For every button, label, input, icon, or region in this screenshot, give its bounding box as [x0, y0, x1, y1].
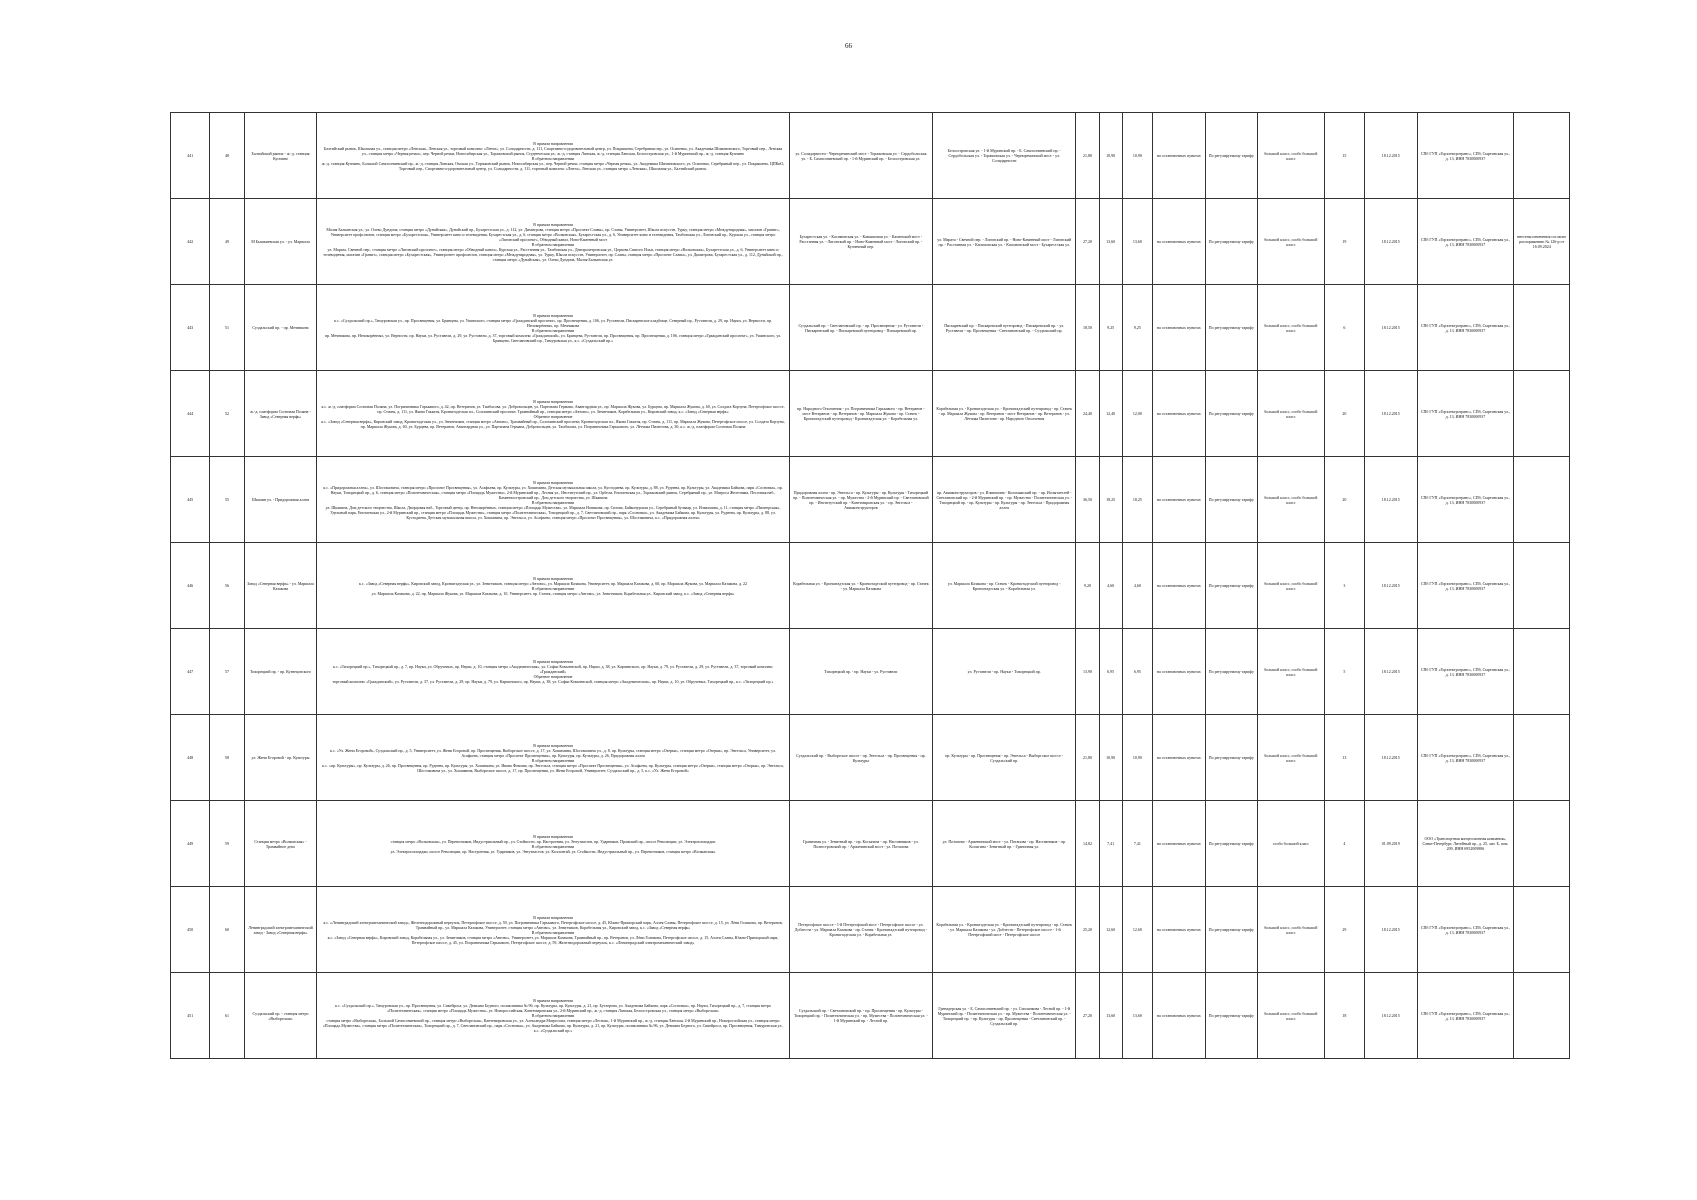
- route-path-backward: станция метро «Выборгская», Большой Сампсониевский пр., станция метро «Выборгская», Кантемировская ул., ул. Александра Матросова, станция метро «Лесная», 1-й Муринский пр., ж.-д. станция Ланская, 2-й Муринский пр., Новороссийская ул., станция метро «Площадь Мужества», станция метро «Политехническая», Тихорецкий пр., д. 7, Светлановский пр., парк «Сосновка», ул. Академика Байкова, пр. Культуры, д. 21, пр. Культуры, поликлиника № 96, ул. Демьяна Бедного, ул. Сикейроса, пр. Просвещения, Тимуровская ул., к.с. «Суздальский пр.»: [322, 1018, 784, 1033]
- length-backward-cell: 6,95: [1122, 629, 1152, 715]
- tariff-cell: По регулируемому тарифу: [1205, 629, 1257, 715]
- direction-label: В прямом направлении: [533, 914, 573, 920]
- route-number-cell: 58: [210, 715, 244, 801]
- streets-backward-cell: Пискаревский пр. - Пискаревский путепровод - Пискаревский пр. - ул. Руставели - пр. Просвещения - Светлановский пр. - Суздальский пр.: [933, 285, 1076, 371]
- registry-number-cell: 450: [171, 887, 210, 973]
- stop-type-cell: на остановочных пунктах: [1153, 371, 1205, 457]
- streets-backward-cell: Белоостровская ул. - 1-й Муринский пр. - Б. Сампсониевский пр. - Сердобольская ул. - Торжковская ул. - Черноречинский мост - ул. Солидарности: [933, 113, 1076, 199]
- streets-backward-cell: Гренадерская ул. - Б. Сампсониевский пр. - ул. Смолячкова - Лесной пр. - 1-й Муринский пр. - Политехническая ул. - пр. Мужества - Политехническая ул. - Тихорецкий пр. - пр. Культуры - пр. Просвещения - Светлановский пр. - Суздальский пр.: [933, 973, 1076, 1059]
- registry-number-cell: 448: [171, 715, 210, 801]
- direction-label: В обратном направлении: [531, 155, 575, 161]
- length-backward-cell: 13,60: [1122, 973, 1152, 1059]
- route-number-cell: 52: [210, 371, 244, 457]
- carrier-cell: СПб ГУП «Горэлектротранс», СПб, Сыртинская ул., д. 13, ИНН 7830000937: [1417, 629, 1514, 715]
- streets-forward-cell: Бухарестская ул. - Касимовская ул. - Камышовая ул. - Каменский мост - Расстанная ул. - Лиговский пр. - Ново-Каменный мост - Лиговский пр. - Кузнечный пер.: [789, 199, 932, 285]
- direction-label: В обратном направлении: [531, 241, 575, 247]
- note-cell: [1514, 801, 1570, 887]
- length-backward-cell: 4,60: [1122, 543, 1152, 629]
- note-cell: [1514, 973, 1570, 1059]
- route-path-forward: к.с. «Ул. Жени Егоровой», Суздальский пр., д. 5, Университет, ул. Жени Егоровой, пр. Просвещения, Выборгское шоссе, д. 17, ул. Хошимина, Шостаковича ул., д. 8, пр. Культуры, станция метро «Озерки», станция метро «Озерки», пр. Энгельса, Университет, ул. Асафьева, станция метро «Проспект Просвещения», пр. Культуры, пр. Культуры, д. 26, Придорожная аллея: [330, 747, 776, 758]
- route-number-cell: 59: [210, 801, 244, 887]
- carrier-cell: СПб ГУП «Горэлектротранс», СПб, Сыртинская ул., д. 13, ИНН 7830000937: [1417, 973, 1514, 1059]
- note-cell: [1514, 371, 1570, 457]
- direction-label: В прямом направлении: [533, 479, 573, 485]
- route-path-forward: к.с. «Суздальский пр.», Тимуровская ул., пр. Просвещения, ул. Сикейроса, ул. Демьяна Бедного, поликлиника № 96, пр. Культуры, пр. Культуры, д. 21, пр. Бутлерова, ул. Академика Байкова, парк «Сосновка», пр. Науки, Тихорецкий пр., д. 7, станция метро «Политехническая», станция метро «Площадь Мужества», ул. Новороссийская, Кантемировская ул., 2-й Муринский пр., ж.-д. станция Ланская, Белоостровская ул., станция метро «Выборгская»: [335, 1003, 771, 1013]
- length-total-cell: 13,90: [1076, 629, 1099, 715]
- vehicle-count-cell: 18: [1324, 973, 1364, 1059]
- table-row: [171, 887, 1570, 973]
- streets-backward-cell: пр. Культуры - пр. Просвещения - пр. Энгельса - Выборгское шоссе - Суздальский пр.: [933, 715, 1076, 801]
- start-date-cell: 18.12.2015: [1365, 371, 1417, 457]
- length-backward-cell: 10,90: [1122, 715, 1152, 801]
- streets-backward-cell: ул. Руставели - пр. Науки - Тихорецкий пр.: [933, 629, 1076, 715]
- start-date-cell: 18.12.2015: [1365, 457, 1417, 543]
- stop-type-cell: на остановочных пунктах: [1153, 285, 1205, 371]
- route-number-cell: 60: [210, 887, 244, 973]
- route-name-cell: ж.-д. платформа Сосновая Поляна - Завод «Северная верфь»: [244, 371, 317, 457]
- carrier-cell: СПб ГУП «Горэлектротранс», СПб, Сыртинская ул., д. 13, ИНН 7830000937: [1417, 199, 1514, 285]
- streets-forward-cell: Суздальский пр. - Светлановский пр. - пр. Просвещения - пр. Культуры - Тихорецкий пр. - Политехническая ул. - пр. Мужества - Политехническая ул. - 1-й Муринский пр. - Лесной пр.: [789, 973, 932, 1059]
- streets-forward-cell: Суздальский пр. - Выборгское шоссе - пр. Энгельса - пр. Просвещения - пр. Культуры: [789, 715, 932, 801]
- vehicle-count-cell: 29: [1324, 887, 1364, 973]
- carrier-cell: СПб ГУП «Горэлектротранс», СПб, Сыртинская ул., д. 13, ИНН 7830000937: [1417, 457, 1514, 543]
- route-number-cell: 61: [210, 973, 244, 1059]
- streets-forward-cell: Корабельная ул. - Кронштадтская ул. - Кронштадтский путепровод - пр. Стачек - ул. Маршала Казакова: [789, 543, 932, 629]
- vehicle-class-cell: особо большой класс: [1258, 801, 1325, 887]
- start-date-cell: 18.12.2015: [1365, 543, 1417, 629]
- length-forward-cell: 13,60: [1099, 973, 1122, 1059]
- stop-type-cell: на остановочных пунктах: [1153, 457, 1205, 543]
- length-backward-cell: 13,60: [1122, 199, 1152, 285]
- carrier-cell: СПб ГУП «Горэлектротранс», СПб, Сыртинская ул., д. 13, ИНН 7830000937: [1417, 371, 1514, 457]
- vehicle-class-cell: большой класс, особо большой класс: [1258, 973, 1325, 1059]
- tariff-cell: По регулируемому тарифу: [1205, 715, 1257, 801]
- direction-label: В прямом направлении: [533, 140, 573, 146]
- table-row: [171, 285, 1570, 371]
- stop-type-cell: на остановочных пунктах: [1153, 629, 1205, 715]
- start-date-cell: 18.12.2015: [1365, 113, 1417, 199]
- route-path-backward: ул. Маршала Казакова, д. 22, пр. Маршала Жукова, ул. Маршала Казакова, д. 10, Университет, пр. Стачек, станция метро «Автово», ул. Зенитчиков, Корабельная ул., Кировский завод, к.с. «Завод «Северная верфь»: [371, 590, 735, 596]
- tariff-cell: По регулируемому тарифу: [1205, 371, 1257, 457]
- route-name-cell: ул. Жени Егоровой - пр. Культуры: [244, 715, 317, 801]
- note-cell: [1514, 887, 1570, 973]
- length-total-cell: 9,20: [1076, 543, 1099, 629]
- length-forward-cell: 12,60: [1099, 887, 1122, 973]
- length-forward-cell: 18,25: [1099, 457, 1122, 543]
- table-row: [171, 457, 1570, 543]
- vehicle-class-cell: большой класс, особо большой класс: [1258, 887, 1325, 973]
- direction-label: В прямом направлении: [533, 221, 573, 227]
- route-path-cell: [317, 371, 789, 457]
- streets-forward-cell: Суздальский пр. - Светлановский пр. - пр. Просвещения - ул. Руставели - Пискаревский пр. - Пискаревский путепровод - Пискаревский пр.: [789, 285, 932, 371]
- route-path-cell: [317, 887, 789, 973]
- note-cell: [1514, 543, 1570, 629]
- route-path-cell: [317, 715, 789, 801]
- length-forward-cell: 10,90: [1099, 113, 1122, 199]
- route-path-backward: к.с. «пр. Культуры», пр. Культуры, д. 26, пр. Просвещения, пр. Руднева, пр. Культуры, ул. Хошимина, ул. Ивана Фомина, пр. Энгельса, станция метро «Проспект Просвещения», ул. Асафьева, пр. Культуры, станция метро «Озерки», станция метро «Озерки», пр. Энгельса, Шостаковича ул., ул. Хошимина, Выборгское шоссе, д. 17, пр. Просвещения, ул. Жени Егоровой, Университет, Суздальский пр., д. 5, к.с. «Ул. Жени Егоровой»: [322, 762, 784, 773]
- route-number-cell: 51: [210, 285, 244, 371]
- direction-label: В обратном направлении: [531, 585, 575, 591]
- stop-type-cell: на остановочных пунктах: [1153, 887, 1205, 973]
- tariff-cell: По регулируемому тарифу: [1205, 285, 1257, 371]
- route-path-backward: к.с. «Завод «Северная верфь», Кировский завод, Кронштадтская ул., ул. Зенитчиков, станция метро «Автово», Трамвайный пр., Соломинский проспект, Кронштадтская пл., Якова Гаккеля, пр. Стачек, д. 111, пр. Маршала Жукова, Петергофское шоссе, ул. Солдата Корзуна, пр. Маршала Жукова, д. 60, ул. Бурцева, пр. Ветеранов, Авангардная ул., ул. Партизана Германа, Добровольцев, ул. Тамбасова, ул. Пограничника Гарькавого, ул. Лётчика Пилютова, д. 30, к.с. ж.-д. платформа Сосновая Поляна: [321, 418, 785, 429]
- route-path-backward: торговый комплекс «Гражданский», ул. Руставели, д. 37, ул. Руставели, д. 29, пр. Науки, д. 79, ул. Карпинского, пр. Науки, д. 38, ул. Софьи Ковалевской, станция метро «Академическая», пр. Науки, д. 10, ул. Обручевых, Тихорецкий пр., к.с. «Тихорецкий пр.»: [332, 679, 774, 684]
- length-forward-cell: 12,40: [1099, 371, 1122, 457]
- start-date-cell: 18.12.2015: [1365, 629, 1417, 715]
- page-number: 66: [845, 42, 852, 50]
- length-total-cell: 21,80: [1076, 715, 1099, 801]
- length-backward-cell: 18,25: [1122, 457, 1152, 543]
- route-path-forward: к.с. «Суздальский пр.», Тимуровская ул., пр. Просвещения, ул. Брянцева, ул. Ушинского, станция метро «Гражданский проспект», пр. Просвещения, д. 106, ул. Руставели, Пискаревское кладбище, Северный пр., Руставели, д. 29, пр. Науки, ул. Верности, пр. Непокорённых, пр. Мечникова: [334, 317, 772, 328]
- start-date-cell: 18.12.2015: [1365, 199, 1417, 285]
- vehicle-count-cell: 4: [1324, 801, 1364, 887]
- vehicle-count-cell: 19: [1324, 199, 1364, 285]
- start-date-cell: 18.12.2015: [1365, 973, 1417, 1059]
- streets-forward-cell: Петергофское шоссе - 1-й Петергофский мост - Петергофское шоссе - ул. Доблести - ул. Маршала Казакова - пр. Стачек - Кронштадтский путепровод - Кронштадтская ул. - Корабельная ул.: [789, 887, 932, 973]
- direction-label: В обратном направлении: [531, 757, 575, 763]
- start-date-cell: 18.12.2015: [1365, 887, 1417, 973]
- registry-number-cell: 446: [171, 543, 210, 629]
- streets-forward-cell: ул. Солидарности - Черноречинский мост - Торжковская ул. - Сердобольская ул. - Б. Сампсониевский пр. - 1-й Муринский пр. - Белоостровская ул.: [789, 113, 932, 199]
- carrier-cell: СПб ГУП «Горэлектротранс», СПб, Сыртинская ул., д. 13, ИНН 7830000937: [1417, 113, 1514, 199]
- carrier-cell: СПб ГУП «Горэлектротранс», СПб, Сыртинская ул., д. 13, ИНН 7830000937: [1417, 285, 1514, 371]
- note-cell: [1514, 285, 1570, 371]
- registry-number-cell: 447: [171, 629, 210, 715]
- route-path-backward: ул. Марата, Свечной пер., станция метро «Лиговский проспект», станция метро «Обводный канал», Курская ул., Расстанная ул., Тамбовская ул., Днепропетровская ул., Церковь Святого Ильи, станция метро «Волковская», Бухарестская ул., д. 6, Университет кино и телевидения, магазин «Гранит», станция метро «Бухарестская», Университет профсоюзов, станция метро «Международная», ул. Турку, Школа искусств, Университет, пр. Славы, станция метро «Проспект Славы», ул. Димитрова, Бухарестская ул., д. 112, Дунайский пр., станция метро «Дунайская», ул. Олеко Дундича, Малая Балканская ул.: [323, 246, 783, 262]
- tariff-cell: По регулируемому тарифу: [1205, 801, 1257, 887]
- stop-type-cell: на остановочных пунктах: [1153, 973, 1205, 1059]
- route-name-cell: Ленинградский электромеханический завод - Завод «Северная верфь»: [244, 887, 317, 973]
- note-cell: внесены изменения согласно распоряжению № 126-р от 16.09.2024: [1514, 199, 1570, 285]
- length-total-cell: 27,20: [1076, 199, 1099, 285]
- vehicle-class-cell: большой класс, особо большой класс: [1258, 199, 1325, 285]
- note-cell: [1514, 457, 1570, 543]
- stop-type-cell: на остановочных пунктах: [1153, 801, 1205, 887]
- note-cell: [1514, 715, 1570, 801]
- vehicle-class-cell: большой класс, особо большой класс: [1258, 371, 1325, 457]
- stop-type-cell: на остановочных пунктах: [1153, 543, 1205, 629]
- vehicle-count-cell: 15: [1324, 113, 1364, 199]
- direction-label: Обратное направление: [533, 413, 573, 419]
- streets-forward-cell: Тихорецкий пр. - пр. Науки - ул. Руставели: [789, 629, 932, 715]
- route-path-forward: к.с. «Ленинградский электромеханический завод», Железнодорожный переулок, Петергофское шоссе, д. 59, ул. Пограничника Гарькавого, Петергофское шоссе, д. 45, Южно-Приморский парк, Аллея Славы, Петергофское шоссе, д. 15, ул. Лёни Голикова, пр. Ветеранов, Трамвайный пр., ул. Маршала Казакова, Университет, станция метро «Автово», ул. Зенитчиков, Корабельная ул., Кировский завод, к.с. «Завод «Северная верфь»: [323, 919, 783, 930]
- direction-label: В обратном направлении: [531, 499, 575, 505]
- length-backward-cell: 12,60: [1122, 887, 1152, 973]
- length-forward-cell: 6,95: [1099, 629, 1122, 715]
- table-row: [171, 543, 1570, 629]
- route-path-forward: Балтийский рынок, Школьная ул., станция метро «Ленская», Ленская ул., торговый комплекс «Лента», ул. Солидарности, д. 111, Спортивно-оздоровительный центр, ул. Покрышева, Серебряная пер., ул. Осипенко, ул. Академика Шимановского, Торговый пер., Ленская ул., станция метро «Черная речка», пер. Черной речки, Новосибирская ул., Торжковский рынок, Студенческая ул., ж.-д. станция Ланская, ж.-д. станция Ланская, Белоостровская ул., 1-й Муринский пр., ж.-д. станция Купчино: [323, 145, 783, 156]
- table-row: [171, 199, 1570, 285]
- route-path-forward: к.с. ж.-д. платформа Сосновая Поляна, ул. Пограничника Гарькавого, д. 42, пр. Ветеранов, ул. Тамбасова, ул. Добровольцев, ул. Партизана Германа, Авангардная ул., пр. Маршала Жукова, ул. Бурцева, пр. Маршала Жукова, д. 60, ул. Солдата Корзуна, Петергофское шоссе, пр. Стачек, д. 111, ул. Якова Гаккеля, Кронштадтская пл., Соломинский проспект, Трамвайный пр., станция метро «Автово», ул. Зенитчиков, Корабельная ул., Кировский завод, к.с. «Завод «Северная верфь»: [321, 403, 785, 414]
- length-forward-cell: 10,90: [1099, 715, 1122, 801]
- carrier-cell: СПб ГУП «Горэлектротранс», СПб, Сыртинская ул., д. 13, ИНН 7830000937: [1417, 543, 1514, 629]
- route-name-cell: Завод «Северная верфь» - ул. Маршала Казакова: [244, 543, 317, 629]
- route-path-cell: [317, 199, 789, 285]
- direction-label: Обратное направление: [533, 674, 573, 679]
- route-path-forward: к.с. «Завод «Северная верфь», Кировский завод, Кронштадтская ул., ул. Зенитчиков, станция метро «Автово», ул. Маршала Казакова, Университет, пр. Маршала Казакова, д. 60, пр. Маршала Жукова, ул. Маршала Казакова, д. 22: [358, 580, 748, 586]
- length-total-cell: 27,20: [1076, 973, 1099, 1059]
- route-number-cell: 55: [210, 457, 244, 543]
- registry-number-cell: 441: [171, 113, 210, 199]
- length-forward-cell: 7,41: [1099, 801, 1122, 887]
- direction-label: В обратном направлении: [531, 929, 575, 935]
- route-path-forward: станция метро «Волковская», ул. Перевозчиков, Индустриальный пр., ул. Стойкости, пр. Настроения, ул. Энтузиастов, пр. Ударников, Пражский пр., шоссе Революции, ул. Электроплощадки: [390, 838, 716, 844]
- route-number-cell: 49: [210, 199, 244, 285]
- route-name-cell: Суздальский пр. - пр. Мечникова: [244, 285, 317, 371]
- direction-label: В обратном направлении: [531, 843, 575, 849]
- tariff-cell: По регулируемому тарифу: [1205, 887, 1257, 973]
- note-cell: [1514, 629, 1570, 715]
- streets-forward-cell: Придорожная аллея - пр. Энгельса - пр. Культуры - пр. Культуры - Тихорецкий пр. - Политехническая ул. - пр. Мужества - 2-й Муринский пр. - Светлановский пр. - Институтский пр. - Кантемировская ул. - пр. Энгельса - Авиаконструкторов: [789, 457, 932, 543]
- route-path-forward: к.с. «Тихорецкий пр.», Тихорецкий пр., д. 7, пр. Науки, ул. Обручевых, пр. Науки, д. 10, станция метро «Академическая», ул. Софьи Ковалевской, пр. Науки, д. 38, ул. Карпинского, пр. Науки, д. 79, ул. Руставели, д. 29, ул. Руставели, д. 37, торговый комплекс «Гражданский»: [333, 664, 774, 674]
- vehicle-class-cell: большой класс, особо большой класс: [1258, 543, 1325, 629]
- length-forward-cell: 9,25: [1099, 285, 1122, 371]
- route-name-cell: Станция метро «Волковская» - Трамвайное депо: [244, 801, 317, 887]
- tariff-cell: По регулируемому тарифу: [1205, 973, 1257, 1059]
- route-number-cell: 48: [210, 113, 244, 199]
- route-name-cell: Тихорецкий пр. - пр. Кузнецовского: [244, 629, 317, 715]
- tariff-cell: По регулируемому тарифу: [1205, 199, 1257, 285]
- streets-backward-cell: Корабельная ул. - Кронштадтская ул. - Кронштадтский путепровод - пр. Стачек - пр. Маршала Жукова - пр. Ветеранов - мост Ветеранов - пр. Ветеранов - ул. Лётчика Пилютова - пр. Народного Ополчения: [933, 371, 1076, 457]
- route-path-cell: [317, 801, 789, 887]
- direction-label: В прямом направлении: [533, 312, 573, 318]
- length-total-cell: 18,50: [1076, 285, 1099, 371]
- registry-body: [171, 113, 1570, 1059]
- registry-number-cell: 449: [171, 801, 210, 887]
- route-path-backward: ул. Шкапина, Дом детского творчества, Школа, Дворцовая наб., Торговый центр, пр. Непокорённых, станция метро «Площадь Мужества», ул. Маршала Новикова, пр. Сизова, Байконурская ул., Серебряный бульвар, ул. Ильюшина, д. 11, станция метро «Пионерская», Удельный парк, Енотаевская ул., 2-й Муринский пр., станция метро «Площадь Мужества», станция метро «Политехническая», Тихорецкий пр., д. 7, Светлановский пр., парк «Сосновка», ул. Академика Байкова, пр. Культуры, ул. Руднева, пр. Культуры, д. 88, ул. Кустодиева, Детская музыкальная школа, ул. Хошимина, пр. Энгельса, ул. Асафьева, станция метро «Проспект Просвещения», ул. Шостаковича, к.с. «Придорожная аллея»: [325, 504, 781, 520]
- vehicle-count-cell: 6: [1324, 285, 1364, 371]
- route-registry-table: [170, 112, 1570, 1059]
- table-row: [171, 113, 1570, 199]
- tariff-cell: По регулируемому тарифу: [1205, 457, 1257, 543]
- length-backward-cell: 12,00: [1122, 371, 1152, 457]
- streets-forward-cell: Граничная ул. - Зенитный пр. - пр. Косыгина - пр. Наставников - ул. Полюстровский пр. - Арженинский мост - ул. Потапова: [789, 801, 932, 887]
- vehicle-class-cell: большой класс, особо большой класс: [1258, 457, 1325, 543]
- table-row: [171, 629, 1570, 715]
- length-backward-cell: 9,25: [1122, 285, 1152, 371]
- table-row: [171, 371, 1570, 457]
- route-number-cell: 57: [210, 629, 244, 715]
- stop-type-cell: на остановочных пунктах: [1153, 715, 1205, 801]
- route-path-cell: [317, 285, 789, 371]
- length-total-cell: 21,80: [1076, 113, 1099, 199]
- registry-number-cell: 444: [171, 371, 210, 457]
- direction-label: В прямом направлении: [533, 659, 573, 664]
- route-path-cell: [317, 113, 789, 199]
- vehicle-count-cell: 5: [1324, 629, 1364, 715]
- vehicle-class-cell: большой класс, особо большой класс: [1258, 285, 1325, 371]
- registry-number-cell: 445: [171, 457, 210, 543]
- route-path-forward: к.с. «Придорожная аллея», ул. Шостаковича, станция метро «Проспект Просвещения», ул. Асафьева, пр. Культуры, ул. Хошимина, Детская музыкальная школа, ул. Кустодиева, пр. Культуры, д. 88, ул. Руднева, пр. Культуры, ул. Академика Байкова, парк «Сосновка», пр. Науки, Тихорецкий пр., д. 6, станция метро «Политехническая», станция метро «Площадь Мужества», 2-й Муринский пр., Лесная ул., Институтский пр., ул. Орбели, Енотаевская ул., Торжковский рынок, Серебряный пр., ул. Матроса Железняка, Песочная наб., Каменноостровский пр., Дом детского творчества, ул. Шкапина: [323, 484, 783, 500]
- vehicle-count-cell: 3: [1324, 543, 1364, 629]
- registry-number-cell: 451: [171, 973, 210, 1059]
- route-name-cell: Шкапин ул. - Придорожная аллея: [244, 457, 317, 543]
- direction-label: В обратном направлении: [531, 327, 575, 333]
- route-name-cell: Балтийский рынок - ж.-д. станция Купчино: [244, 113, 317, 199]
- route-name-cell: М Бышкиевская ул. - ул. Маршала: [244, 199, 317, 285]
- direction-label: В обратном направлении: [531, 1013, 575, 1018]
- direction-label: В прямом направлении: [533, 575, 573, 581]
- tariff-cell: По регулируемому тарифу: [1205, 113, 1257, 199]
- vehicle-count-cell: 20: [1324, 457, 1364, 543]
- route-path-backward: к.с. «Завод «Северная верфь», Кировский завод, Корабельная ул., ул. Зенитчиков, станция метро «Автово», Университет, ул. Маршала Казакова, Трамвайный пр., пр. Ветеранов, ул. Лёни Голикова, Петергофское шоссе, д. 15, Аллея Славы, Южно-Приморский парк, Петергофское шоссе, д. 45, ул. Пограничника Гарькавого, Петергофское шоссе, д. 59, Железнодорожный переулок, к.с. «Ленинградский электромеханический завод»: [327, 934, 779, 945]
- carrier-cell: СПб ГУП «Горэлектротранс», СПб, Сыртинская ул., д. 13, ИНН 7830000937: [1417, 715, 1514, 801]
- length-backward-cell: 10,90: [1122, 113, 1152, 199]
- length-forward-cell: 13,60: [1099, 199, 1122, 285]
- registry-number-cell: 442: [171, 199, 210, 285]
- length-total-cell: 25,20: [1076, 887, 1099, 973]
- vehicle-class-cell: большой класс, особо большой класс: [1258, 715, 1325, 801]
- start-date-cell: 01.09.2019: [1365, 801, 1417, 887]
- vehicle-count-cell: 20: [1324, 371, 1364, 457]
- length-backward-cell: 7,41: [1122, 801, 1152, 887]
- streets-forward-cell: пр. Народного Ополчения - ул. Пограничника Гарькавого - пр. Ветеранов - мост Ветеранов - пр. Ветеранов - пр. Маршала Жукова - пр. Стачек - Кронштадтский путепровод - Кронштадтская ул. - Корабельная ул.: [789, 371, 932, 457]
- route-path-cell: [317, 973, 789, 1059]
- streets-backward-cell: Корабельная ул. - Кронштадтская ул. - Кронштадтский путепровод - пр. Стачек - ул. Маршала Казакова - ул. Доблести - Петергофское шоссе - 1-й Петергофский мост - Петергофское шоссе: [933, 887, 1076, 973]
- route-path-backward: ул. Электроплощадки, шоссе Революции, пр. Настроения, ул. Ударников, ул. Энтузиастов, ул. Коллонтай, ул. Стойкости, Индустриальный пр., ул. Перевозчиков, станция метро «Волковская»: [390, 848, 716, 854]
- streets-backward-cell: пр. Авиаконструкторов - ул. Ильюшина - Коломяжский пр. - пр. Испытателей - Светлановский пр. - 2-й Муринский пр. - пр. Мужества - Политехническая ул. - Тихорецкий пр. - пр. Культуры - пр. Культуры - пр. Энгельса - Придорожная аллея: [933, 457, 1076, 543]
- length-forward-cell: 4,60: [1099, 543, 1122, 629]
- start-date-cell: 18.12.2015: [1365, 715, 1417, 801]
- route-name-cell: Суздальский пр. - станция метро «Выборгская»: [244, 973, 317, 1059]
- route-path-cell: [317, 629, 789, 715]
- tariff-cell: По регулируемому тарифу: [1205, 543, 1257, 629]
- table-row: [171, 801, 1570, 887]
- vehicle-count-cell: 13: [1324, 715, 1364, 801]
- stop-type-cell: на остановочных пунктах: [1153, 199, 1205, 285]
- route-number-cell: 56: [210, 543, 244, 629]
- carrier-cell: ООО «Транспортная концессионная компания», Санкт-Петербург, Литейный пр., д. 25, лит. Б, пом. 209, ИНН 6952009886: [1417, 801, 1514, 887]
- stop-type-cell: на остановочных пунктах: [1153, 113, 1205, 199]
- route-path-forward: Малая Балканская ул., ул. Олеко Дундича, станция метро «Дунайская», Дунайский пр., Бухарестская ул., д. 112, ул. Димитрова, станция метро «Проспект Славы», пр. Славы, Университет, Школа искусств, Турку, станция метро «Международная», магазин «Гранит», Университет профсоюзов, станция метро «Бухарестская», Университет кино и телевидения, Бухарестская ул., д. 6, станция метро «Волковская», Бухарестская ул., д. 6, Университет кино и телевидения, Тамбовская ул., Лиговский пр., Курская ул., станция метро «Лиговский проспект», Обводный канал, Ново-Каменный мост: [326, 226, 780, 242]
- note-cell: [1514, 113, 1570, 199]
- length-total-cell: 24,40: [1076, 371, 1099, 457]
- registry-number-cell: 443: [171, 285, 210, 371]
- direction-label: В прямом направлении: [533, 742, 573, 748]
- length-total-cell: 14,82: [1076, 801, 1099, 887]
- route-path-backward: ж.-д. станция Купчино, Большой Сампсониевский пр., ж.-д. станция Ланская, Омская ул., Торжковский рынок, Новосибирская ул., пер. Черной речки, станция метро «Черная речка», ул. Академика Шимановского, ул. Осипенко, Серебряный пер., ул. Покрышева, ЦПКиО, Торговый пер., Спортивно-оздоровительный центр, ул. Солидарности, д. 111, торговый комплекс «Лента», Ленская ул., станция метро «Ленская», Школьная ул., Балтийский рынок.: [321, 160, 785, 171]
- route-path-cell: [317, 543, 789, 629]
- length-total-cell: 36,50: [1076, 457, 1099, 543]
- streets-backward-cell: ул. Потапова - Арженинский мост - ул. Потапова - пр. Наставников - пр. Косыгина - Зенитный пр. - Граничная ул.: [933, 801, 1076, 887]
- carrier-cell: СПб ГУП «Горэлектротранс», СПб, Сыртинская ул., д. 13, ИНН 7830000937: [1417, 887, 1514, 973]
- route-path-cell: [317, 457, 789, 543]
- route-path-backward: пр. Мечникова, пр. Непокорённых, ул. Верности, пр. Науки, ул. Руставели, д. 29, ул. Руставели, д. 37, торговый комплекс «Гражданский», ул. Брянцева, Руставели, пр. Просвещения, пр. Просвещения, д. 106, станция метро «Гражданский проспект», ул. Ушинского, ул. Брянцева, Светлановский пр., Тимуровская ул., к.с. «Суздальский пр.»: [324, 332, 782, 343]
- direction-label: В прямом направлении: [533, 833, 573, 839]
- vehicle-class-cell: большой класс, особо большой класс: [1258, 629, 1325, 715]
- streets-backward-cell: ул. Маршала Казакова - пр. Стачек - Кронштадтский путепровод - Кронштадтская ул. - Корабельная ул.: [933, 543, 1076, 629]
- start-date-cell: 18.12.2015: [1365, 285, 1417, 371]
- table-row: [171, 973, 1570, 1059]
- vehicle-class-cell: большой класс, особо большой класс: [1258, 113, 1325, 199]
- streets-backward-cell: ул. Марата - Свечной пер. - Лиговский пр. - Ново-Каменный мост - Лиговский пр. - Расстанная ул. - Касимовская ул. - Касимовский мост - Бухарестская ул.: [933, 199, 1076, 285]
- direction-label: В прямом направлении: [533, 398, 573, 404]
- table-row: [171, 715, 1570, 801]
- direction-label: В прямом направлении: [533, 998, 573, 1003]
